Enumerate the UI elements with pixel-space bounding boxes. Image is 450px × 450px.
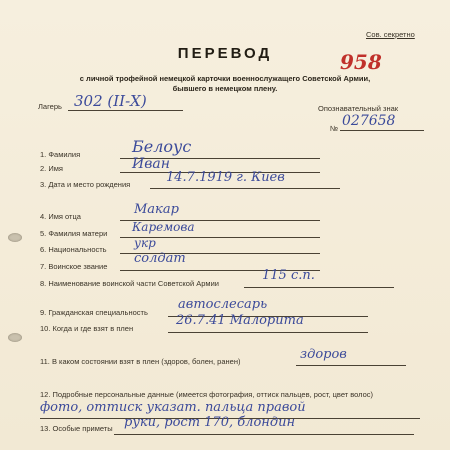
field-label: 6. Национальность <box>40 245 107 254</box>
field-line <box>296 365 406 366</box>
ident-value: 027658 <box>342 113 396 129</box>
field-value: автослесарь <box>178 297 268 312</box>
punch-hole <box>8 333 22 342</box>
field-value: Макар <box>134 202 179 217</box>
field-label: 1. Фамилия <box>40 150 81 159</box>
field-label: 8. Наименование воинской части Советской Армии <box>40 279 219 288</box>
camp-label: Лагерь <box>38 102 62 111</box>
field-value: 14.7.1919 г. Киев <box>166 170 285 185</box>
field-value: Каремова <box>132 220 195 234</box>
field-value: фото, оттиск указат. пальца правой <box>40 400 306 415</box>
field-line <box>244 287 394 288</box>
field-label: 10. Когда и где взят в плен <box>40 324 134 333</box>
field-label: 7. Воинское звание <box>40 262 108 271</box>
field-label: 2. Имя <box>40 164 63 173</box>
ident-no-label: № <box>330 124 339 133</box>
field-value: 115 с.п. <box>262 268 315 283</box>
field-value: Белоус <box>132 137 192 156</box>
field-line <box>168 332 368 333</box>
field-line <box>114 434 414 435</box>
ident-line <box>340 130 424 131</box>
ident-label: Опознавательный знак <box>318 104 399 113</box>
stamp-number: 958 <box>340 50 382 74</box>
subtitle-line-2: бывшего в немецком плену. <box>172 84 278 93</box>
field-value: Иван <box>132 156 170 172</box>
field-label: 5. Фамилия матери <box>40 229 108 238</box>
field-line <box>150 188 340 189</box>
field-value: 26.7.41 Малорита <box>176 313 304 328</box>
field-label: 4. Имя отца <box>40 212 81 221</box>
field-label: 11. В каком состоянии взят в плен (здоров, болен, ранен) <box>40 357 241 366</box>
field-value: укр <box>134 236 156 250</box>
field-value: здоров <box>300 347 347 362</box>
punch-hole <box>8 233 22 242</box>
field-label: 3. Дата и место рождения <box>40 180 131 189</box>
field-value: руки, рост 170, блондин <box>124 415 296 430</box>
field-label: 13. Особые приметы <box>40 424 113 433</box>
secrecy-label: Сов. секретно <box>366 30 415 39</box>
page-title: ПЕРЕВОД <box>177 45 273 62</box>
field-label: 9. Гражданская специальность <box>40 308 148 317</box>
field-value: солдат <box>134 251 186 266</box>
camp-value: 302 (II-Х) <box>74 92 147 110</box>
subtitle-line-1: с личной трофейной немецкой карточки военнослужащего Советской Армии, <box>79 74 371 83</box>
field-label: 12. Подробные персональные данные (имеется фотография, оттиск пальцев, рост, цвет волос) <box>40 390 374 399</box>
camp-line <box>68 110 183 111</box>
